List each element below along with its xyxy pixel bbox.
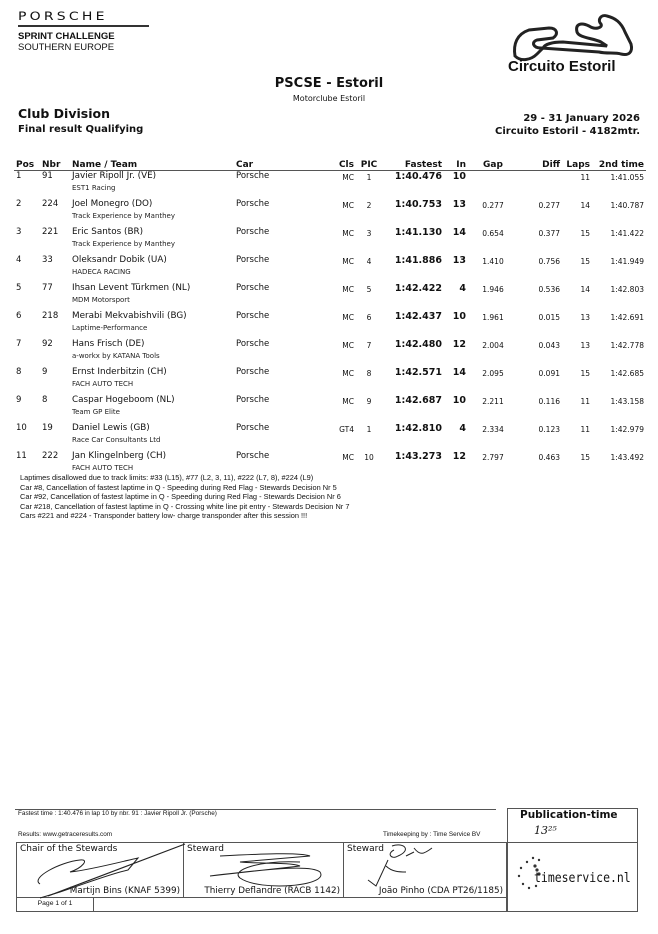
cell-pic: 7 (366, 341, 372, 350)
cell-gap: 2.095 (482, 369, 504, 378)
signature-name: João Pinho (CDA PT26/1185) (378, 886, 503, 896)
logo-divider (18, 25, 149, 27)
cell-team-name: FACH AUTO TECH (72, 464, 134, 472)
signature-steward-2 (344, 843, 506, 897)
cell-nbr: 218 (42, 311, 59, 321)
spacer (40, 352, 70, 367)
spacer (40, 380, 70, 395)
cell-team-name: a-workx by KATANA Tools (72, 352, 160, 360)
cell-pos: 4 (16, 255, 22, 265)
publication-divider (507, 842, 638, 843)
fastest-time-summary: Fastest time : 1:40.476 in lap 10 by nbr. 91 : Javier Ripoll Jr. (Porsche) (18, 810, 217, 817)
table-row (14, 423, 646, 436)
cell-gap: 1.410 (482, 257, 504, 266)
cell-laps: 13 (580, 341, 590, 350)
cell-fastest: 1:41.130 (394, 227, 442, 238)
cell-laps: 11 (580, 173, 590, 182)
cell-team-name: EST1 Racing (72, 184, 116, 192)
cell-2nd-time: 1:41.422 (610, 229, 644, 238)
cell-diff: 0.377 (538, 229, 560, 238)
timekeeping-credit: Timekeeping by : Time Service BV (383, 831, 481, 838)
col-pic: PIC (356, 159, 382, 171)
cell-class: MC (342, 453, 354, 462)
circuit-info: Circuito Estoril - 4182mtr. (495, 126, 640, 137)
cell-in-lap: 10 (452, 171, 466, 182)
cell-pic: 1 (366, 425, 372, 434)
event-title: PSCSE - Estoril (274, 76, 384, 91)
table-row-team (14, 268, 646, 283)
cell-diff: 0.536 (538, 285, 560, 294)
cell-driver-name: Oleksandr Dobik (UA) (72, 255, 167, 265)
cell-team-name: Team GP Elite (72, 408, 120, 416)
circuit-logo-text: Circuito Estoril (508, 58, 616, 75)
signature-label: Chair of the Stewards (20, 844, 118, 854)
spacer (14, 352, 40, 367)
spacer (14, 296, 40, 311)
cell-diff: 0.091 (538, 369, 560, 378)
table-row-team (14, 240, 646, 255)
table-row (14, 311, 646, 324)
cell-laps: 15 (580, 257, 590, 266)
cell-pic: 8 (366, 369, 372, 378)
cell-pic: 9 (366, 397, 372, 406)
cell-nbr: 19 (42, 423, 53, 433)
cell-2nd-time: 1:42.979 (610, 425, 644, 434)
series-name-line1: SPRINT CHALLENGE (18, 31, 115, 42)
spacer (14, 212, 40, 227)
col-cls: Cls (326, 159, 356, 171)
cell-diff (518, 171, 562, 185)
table-row-team (14, 408, 646, 423)
cell-diff: 0.463 (538, 453, 560, 462)
cell-pic: 5 (366, 285, 372, 294)
cell-class: MC (342, 341, 354, 350)
cell-gap: 2.797 (482, 453, 504, 462)
cell-pos: 2 (16, 199, 22, 209)
cell-driver-name: Ernst Inderbitzin (CH) (72, 367, 167, 377)
cell-team-name: MDM Motorsport (72, 296, 130, 304)
signature-chair (17, 843, 184, 897)
col-diff: Diff (518, 159, 562, 171)
publication-time: 13²⁵ (534, 824, 557, 837)
spacer (40, 268, 70, 283)
cell-pic: 10 (364, 453, 374, 462)
cell-in-lap: 10 (452, 395, 466, 406)
cell-class: MC (342, 397, 354, 406)
note-transponder: Cars #221 and #224 - Transponder battery low- charge transponder after this session !!! (20, 511, 308, 521)
col-2nd-time: 2nd time (592, 159, 646, 171)
note-track-limits: Laptimes disallowed due to track limits: #33 (L15), #77 (L2, 3, 11), #222 (L7, 8), #224 (L9) (20, 473, 314, 482)
signature-name: Martijn Bins (KNAF 5399) (69, 886, 180, 896)
cell-team-name: Track Experience by Manthey (72, 212, 176, 220)
table-row (14, 367, 646, 380)
cell-fastest: 1:41.886 (394, 255, 442, 266)
signature-steward-1 (184, 843, 344, 897)
cell-class: GT4 (339, 425, 354, 434)
table-header (14, 159, 646, 171)
spacer (14, 408, 40, 423)
table-row-team (14, 184, 646, 199)
event-dates: 29 - 31 January 2026 (523, 113, 640, 124)
table-row (14, 283, 646, 296)
cell-pos: 8 (16, 367, 22, 377)
cell-2nd-time: 1:40.787 (610, 201, 644, 210)
results-url[interactable]: Results: www.getraceresults.com (18, 831, 113, 838)
cell-diff: 0.123 (538, 425, 560, 434)
cell-laps: 14 (580, 285, 590, 294)
cell-driver-name: Eric Santos (BR) (72, 227, 144, 237)
spacer (40, 408, 70, 423)
cell-in-lap: 10 (452, 311, 466, 322)
cell-class: MC (342, 313, 354, 322)
col-car: Car (234, 159, 326, 171)
signature-table (16, 842, 507, 898)
cell-fastest: 1:42.480 (394, 339, 442, 350)
cell-fastest: 1:42.687 (394, 395, 442, 406)
page-row (16, 897, 507, 912)
organizer: Motorclube Estoril (292, 94, 366, 103)
signature-label: Steward (347, 844, 384, 854)
cell-pic: 6 (366, 313, 372, 322)
col-nbr: Nbr (40, 159, 70, 171)
cell-class: MC (342, 201, 354, 210)
cell-diff: 0.116 (538, 397, 560, 406)
cell-pos: 3 (16, 227, 22, 237)
spacer (14, 240, 40, 255)
cell-car: Porsche (236, 283, 270, 293)
cell-driver-name: Jan Klingelnberg (CH) (72, 451, 167, 461)
cell-fastest: 1:40.753 (394, 199, 442, 210)
col-name-team: Name / Team (70, 159, 234, 171)
cell-team-name: Laptime-Performance (72, 324, 148, 332)
table-row-team (14, 352, 646, 367)
cell-nbr: 9 (42, 367, 48, 377)
spacer (40, 184, 70, 199)
division-title: Club Division (18, 106, 110, 121)
cell-nbr: 222 (42, 451, 59, 461)
note-decision-6: Car #92, Cancellation of fastest laptime in Q - Speeding during Red Flag - Stewards Decision Nr 6 (20, 492, 341, 502)
col-in: In (444, 159, 468, 171)
cell-fastest: 1:42.571 (394, 367, 442, 378)
cell-driver-name: Merabi Mekvabishvili (BG) (72, 311, 187, 321)
table-row (14, 171, 646, 185)
cell-in-lap: 13 (452, 255, 466, 266)
publication-title: Publication-time (520, 809, 618, 821)
cell-class: MC (342, 257, 354, 266)
cell-pic: 2 (366, 201, 372, 210)
cell-2nd-time: 1:42.691 (610, 313, 644, 322)
notes (20, 473, 349, 521)
cell-team-name: Track Experience by Manthey (72, 240, 176, 248)
cell-fastest: 1:42.810 (394, 423, 442, 434)
results-table (14, 159, 646, 479)
cell-team-name: FACH AUTO TECH (72, 380, 134, 388)
cell-in-lap: 14 (452, 227, 466, 238)
cell-car: Porsche (236, 395, 270, 405)
table-row (14, 339, 646, 352)
cell-laps: 11 (580, 425, 590, 434)
spacer (40, 240, 70, 255)
spacer (14, 184, 40, 199)
cell-class: MC (342, 173, 354, 182)
cell-fastest: 1:43.273 (394, 451, 442, 462)
table-row-team (14, 296, 646, 311)
cell-in-lap: 4 (459, 423, 466, 434)
cell-2nd-time: 1:41.949 (610, 257, 644, 266)
cell-team-name: HADECA RACING (72, 268, 131, 276)
col-fastest: Fastest (382, 159, 444, 171)
spacer (40, 324, 70, 339)
timeservice-logo-text: timeservice.nl (534, 870, 631, 886)
cell-car: Porsche (236, 367, 270, 377)
spacer (14, 324, 40, 339)
cell-nbr: 221 (42, 227, 59, 237)
cell-diff: 0.277 (538, 201, 560, 210)
col-gap: Gap (468, 159, 518, 171)
cell-2nd-time: 1:43.492 (610, 453, 644, 462)
cell-nbr: 91 (42, 171, 53, 181)
cell-pos: 11 (16, 451, 27, 461)
cell-driver-name: Joel Monegro (DO) (72, 199, 153, 209)
table-row-team (14, 436, 646, 451)
table-row-team (14, 380, 646, 395)
spacer (14, 436, 40, 451)
cell-fastest: 1:40.476 (394, 171, 442, 182)
cell-nbr: 8 (42, 395, 48, 405)
series-name-line2: SOUTHERN EUROPE (18, 42, 115, 53)
cell-laps: 11 (580, 397, 590, 406)
cell-in-lap: 12 (452, 451, 466, 462)
note-decision-7: Car #218, Cancellation of fastest laptime in Q - Crossing white line pit entry - Stewards Decision Nr 7 (20, 501, 350, 511)
cell-2nd-time: 1:42.803 (610, 285, 644, 294)
cell-nbr: 224 (42, 199, 59, 209)
cell-pos: 7 (16, 339, 22, 349)
cell-2nd-time: 1:43.158 (610, 397, 644, 406)
signature-label: Steward (187, 844, 224, 854)
table-row (14, 255, 646, 268)
spacer (14, 268, 40, 283)
cell-pos: 9 (16, 395, 22, 405)
cell-pic: 3 (366, 229, 372, 238)
cell-gap (468, 171, 518, 185)
table-row-team (14, 212, 646, 227)
cell-diff: 0.015 (538, 313, 560, 322)
cell-gap: 2.211 (482, 397, 504, 406)
cell-fastest: 1:42.437 (394, 311, 442, 322)
page-number: Page 1 of 1 (17, 897, 94, 911)
table-row-team (14, 324, 646, 339)
col-laps: Laps (562, 159, 592, 171)
cell-pos: 6 (16, 311, 22, 321)
note-decision-5: Car #8, Cancellation of fastest laptime in Q - Speeding during Red Flag - Stewards Decision Nr 5 (20, 482, 337, 492)
cell-diff: 0.043 (538, 341, 560, 350)
cell-nbr: 33 (42, 255, 53, 265)
cell-driver-name: Daniel Lewis (GB) (72, 423, 150, 433)
cell-gap: 1.946 (482, 285, 504, 294)
cell-pos: 10 (16, 423, 27, 433)
cell-in-lap: 12 (452, 339, 466, 350)
cell-class: MC (342, 229, 354, 238)
cell-2nd-time: 1:42.685 (610, 369, 644, 378)
cell-car: Porsche (236, 227, 270, 237)
cell-driver-name: Hans Frisch (DE) (72, 339, 145, 349)
table-row (14, 227, 646, 240)
cell-gap: 2.334 (482, 425, 504, 434)
porsche-logo: PORSCHE (18, 10, 108, 24)
cell-car: Porsche (236, 423, 270, 433)
cell-laps: 15 (580, 369, 590, 378)
cell-car: Porsche (236, 339, 270, 349)
cell-gap: 0.654 (482, 229, 504, 238)
cell-in-lap: 14 (452, 367, 466, 378)
cell-driver-name: Caspar Hogeboom (NL) (72, 395, 175, 405)
cell-diff: 0.756 (538, 257, 560, 266)
spacer (40, 436, 70, 451)
cell-in-lap: 13 (452, 199, 466, 210)
cell-2nd-time: 1:41.055 (610, 173, 644, 182)
cell-driver-name: Ihsan Levent Türkmen (NL) (72, 283, 191, 293)
table-row (14, 199, 646, 212)
cell-car: Porsche (236, 255, 270, 265)
cell-pic: 4 (366, 257, 372, 266)
cell-driver-name: Javier Ripoll Jr. (VE) (72, 171, 157, 181)
cell-car: Porsche (236, 199, 270, 209)
cell-pos: 5 (16, 283, 22, 293)
cell-car: Porsche (236, 311, 270, 321)
cell-2nd-time: 1:42.778 (610, 341, 644, 350)
cell-laps: 15 (580, 453, 590, 462)
cell-laps: 13 (580, 313, 590, 322)
table-row (14, 451, 646, 464)
cell-car: Porsche (236, 171, 270, 181)
cell-car: Porsche (236, 451, 270, 461)
spacer (40, 296, 70, 311)
session-title: Final result Qualifying (18, 124, 144, 135)
cell-gap: 1.961 (482, 313, 504, 322)
cell-nbr: 77 (42, 283, 53, 293)
cell-nbr: 92 (42, 339, 53, 349)
cell-gap: 0.277 (482, 201, 504, 210)
cell-pic: 1 (366, 173, 372, 182)
cell-pos: 1 (16, 171, 22, 181)
cell-fastest: 1:42.422 (394, 283, 442, 294)
signature-name: Thierry Deflandre (RACB 1142) (204, 886, 340, 896)
spacer (14, 380, 40, 395)
cell-gap: 2.004 (482, 341, 504, 350)
cell-team-name: Race Car Consultants Ltd (72, 436, 161, 444)
spacer (40, 212, 70, 227)
cell-laps: 14 (580, 201, 590, 210)
table-row (14, 395, 646, 408)
cell-laps: 15 (580, 229, 590, 238)
col-pos: Pos (14, 159, 40, 171)
cell-class: MC (342, 369, 354, 378)
cell-class: MC (342, 285, 354, 294)
cell-in-lap: 4 (459, 283, 466, 294)
